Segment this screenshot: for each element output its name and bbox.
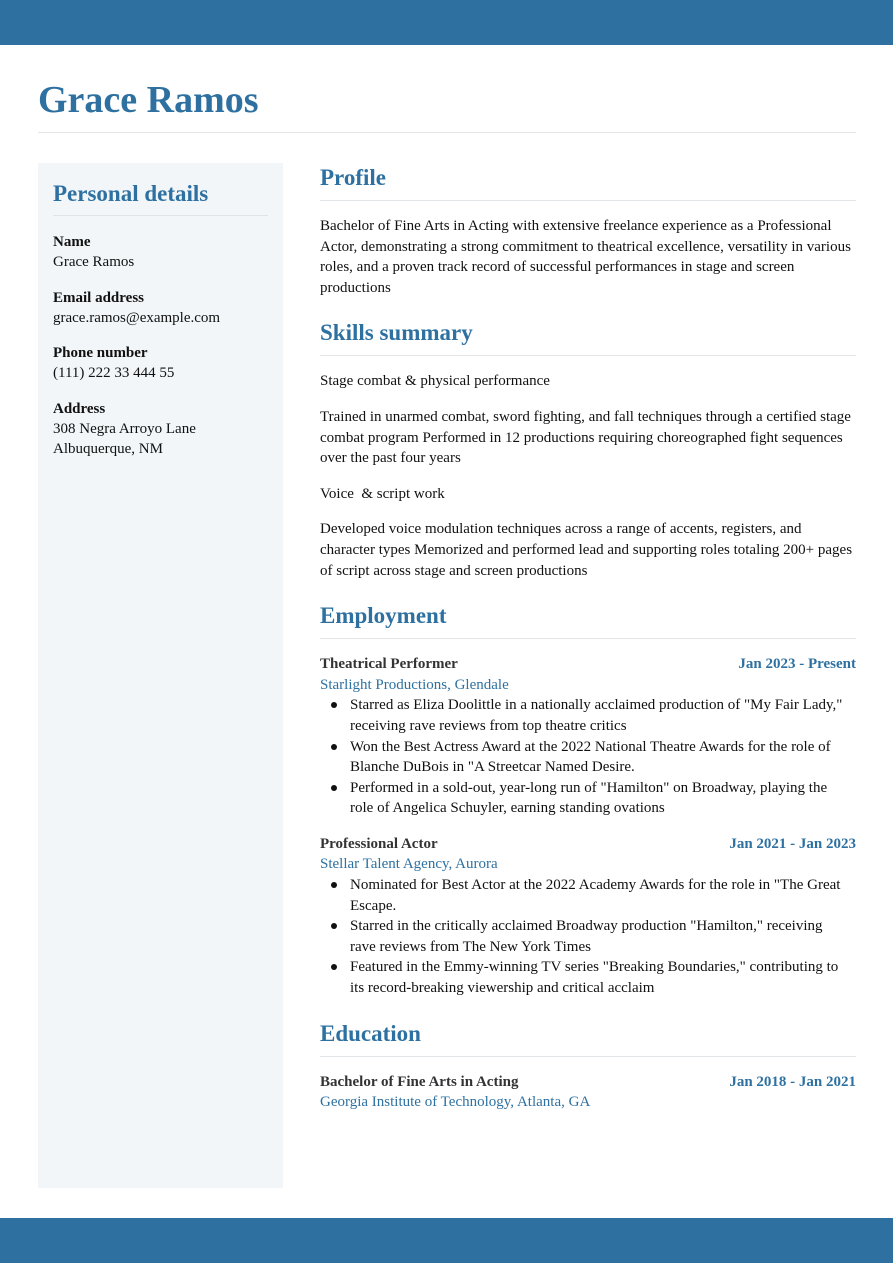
field-label: Address [53, 400, 106, 417]
job-dates: Jan 2021 - Jan 2023 [729, 835, 856, 852]
bullet-text: Starred in the critically acclaimed Broadway production "Hamilton," receiving rave reviews from The New York Times [350, 918, 823, 955]
job-organization: Stellar Talent Agency, Aurora [320, 856, 498, 873]
section-divider [320, 638, 856, 639]
education-header [320, 1072, 856, 1093]
skill-description: Trained in unarmed combat, sword fighting, and fall techniques through a certified stage combat program Performed in 12 productions requiring choreographed fight sequences over the past four years [320, 408, 851, 467]
profile-text: Bachelor of Fine Arts in Acting with extensive freelance experience as a Professional Actor, demonstrating a strong commitment to theatrical excellence, versatility in various roles, and a proven track record of successful performances in stage and screen productions [320, 218, 851, 296]
footer-band [0, 1218, 893, 1263]
job-bullet [350, 695, 856, 736]
job-entry [320, 654, 856, 819]
job-title: Theatrical Performer [320, 656, 458, 673]
bullet-text: Performed in a sold-out, year-long run of "Hamilton" on Broadway, playing the role of Angelica Schuyler, earning standing ovations [350, 779, 828, 817]
education-dates: Jan 2018 - Jan 2021 [729, 1073, 856, 1090]
job-organization: Starlight Productions, Glendale [320, 676, 509, 693]
job-bullet [350, 957, 856, 998]
personal-field-phone [53, 343, 268, 384]
personal-field-address [53, 399, 268, 460]
job-header [320, 834, 856, 855]
job-bullet [350, 916, 856, 957]
personal-details-sidebar [38, 163, 283, 1188]
field-value-line-2: Albuquerque, NM [53, 441, 163, 457]
field-value: grace.ramos@example.com [53, 309, 221, 326]
field-label: Name [53, 234, 91, 250]
bullet-icon [331, 702, 337, 708]
section-divider [320, 1056, 856, 1057]
section-divider [320, 200, 856, 201]
job-bullet [350, 778, 856, 819]
resume-name: Grace Ramos [38, 79, 259, 121]
bullet-icon [331, 785, 337, 791]
job-bullet [350, 875, 856, 916]
job-bullet [350, 737, 856, 778]
personal-details-divider [53, 215, 268, 216]
field-value-line-1: 308 Negra Arroyo Lane [53, 420, 196, 437]
field-label: Email address [53, 289, 144, 306]
skill-name: Stage combat & physical performance [320, 373, 550, 390]
degree-title: Bachelor of Fine Arts in Acting [320, 1073, 519, 1090]
employment-section [320, 601, 856, 999]
section-title: Education [320, 1020, 421, 1046]
education-section [320, 1019, 856, 1113]
job-header [320, 654, 856, 675]
field-value: (111) 222 33 444 55 [53, 365, 175, 381]
job-bullets [320, 695, 856, 819]
bullet-text: Featured in the Emmy-winning TV series "Breaking Boundaries," contributing to its record-breaking viewership and critical acclaim [350, 959, 839, 997]
bullet-icon [331, 964, 337, 970]
resume-main [320, 163, 856, 1133]
skills-section [320, 318, 856, 581]
section-title: Skills summary [320, 320, 473, 346]
job-dates: Jan 2023 - Present [738, 656, 856, 673]
section-title: Profile [320, 165, 386, 190]
field-value: Grace Ramos [53, 254, 135, 270]
personal-field-name [53, 232, 268, 273]
skill-description: Developed voice modulation techniques across a range of accents, registers, and character types Memorized and performed lead and supporting roles totaling 200+ pages of script across stage and screen productions [320, 521, 853, 579]
field-label: Phone number [53, 345, 148, 361]
bullet-icon [331, 923, 337, 929]
bullet-text: Won the Best Actress Award at the 2022 National Theatre Awards for the role of Blanche DuBois in "A Streetcar Named Desire. [350, 738, 831, 776]
section-divider [320, 355, 856, 356]
job-entry [320, 834, 856, 999]
school-name: Georgia Institute of Technology, Atlanta, GA [320, 1094, 591, 1111]
education-entry [320, 1072, 856, 1113]
profile-section [320, 163, 856, 298]
header-band [0, 0, 893, 45]
personal-field-email [53, 288, 268, 329]
bullet-icon [331, 882, 337, 888]
name-divider [38, 132, 856, 133]
section-title: Employment [320, 603, 447, 629]
personal-details-title: Personal details [53, 181, 209, 206]
skill-name: Voice & script work [320, 485, 445, 502]
job-bullets [320, 875, 856, 999]
job-title: Professional Actor [320, 835, 438, 852]
bullet-icon [331, 744, 337, 750]
bullet-text: Nominated for Best Actor at the 2022 Academy Awards for the role in "The Great Escape. [350, 877, 841, 914]
bullet-text: Starred as Eliza Doolittle in a nationally acclaimed production of "My Fair Lady," receiving rave reviews from top theatre critics [350, 697, 843, 734]
